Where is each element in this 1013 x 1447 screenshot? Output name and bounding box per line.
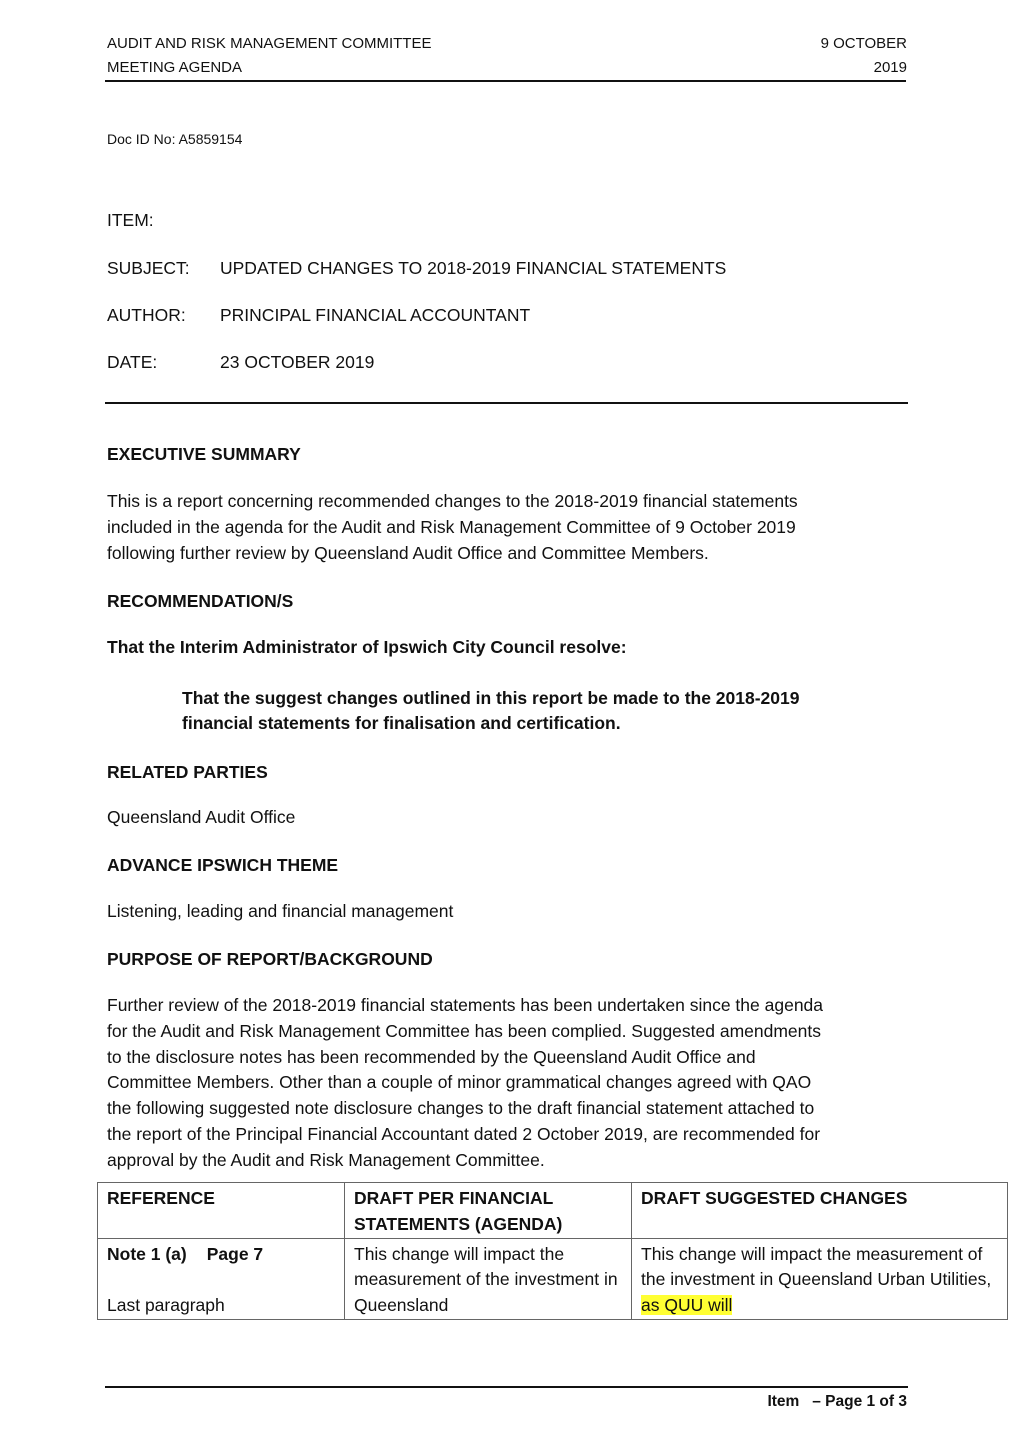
- table-header-row: [98, 1183, 1008, 1239]
- recommendation-line-1: That the suggest changes outlined in this report be made to the 2018-2019: [182, 688, 800, 708]
- subject-value: UPDATED CHANGES TO 2018-2019 FINANCIAL STATEMENTS: [220, 258, 727, 278]
- related-parties-heading: RELATED PARTIES: [107, 762, 268, 782]
- theme-text: Listening, leading and financial management: [107, 901, 454, 921]
- header-date-line1: 9 OCTOBER: [820, 35, 907, 52]
- exec-summary-line-3: following further review by Queensland Audit Office and Committee Members.: [107, 543, 709, 563]
- reference-note-line: [107, 1242, 335, 1268]
- footer-rule: [105, 1386, 908, 1388]
- exec-summary-line-2: included in the agenda for the Audit and Risk Management Committee of 9 October 2019: [107, 517, 796, 537]
- header-agenda-label: MEETING AGENDA: [107, 59, 243, 76]
- exec-summary-heading: EXECUTIVE SUMMARY: [107, 444, 301, 464]
- doc-id: Doc ID No: A5859154: [107, 131, 243, 147]
- purpose-line: approval by the Audit and Risk Management Committee.: [107, 1149, 545, 1170]
- purpose-line: for the Audit and Risk Management Committee has been complied. Suggested amendments: [107, 1020, 822, 1041]
- reference-note: Note 1 (a): [107, 1243, 187, 1264]
- meta-rule: [105, 402, 908, 404]
- draft-cell: This change will impact the measurement of the investment in Queensland: [345, 1238, 632, 1319]
- author-label: AUTHOR:: [107, 305, 186, 325]
- header-rule: [105, 80, 906, 82]
- header-committee-title: AUDIT AND RISK MANAGEMENT COMMITTEE: [107, 35, 432, 52]
- purpose-line: the report of the Principal Financial Accountant dated 2 October 2019, are recommended for: [107, 1123, 821, 1144]
- reference-page: Page 7: [206, 1243, 264, 1264]
- purpose-line: the following suggested note disclosure changes to the draft financial statement attached to: [107, 1098, 815, 1119]
- reference-paragraph: Last paragraph: [107, 1295, 225, 1316]
- item-label: ITEM:: [107, 210, 154, 230]
- theme-heading: ADVANCE IPSWICH THEME: [107, 855, 339, 875]
- purpose-heading: PURPOSE OF REPORT/BACKGROUND: [107, 949, 433, 969]
- purpose-line: Committee Members. Other than a couple of minor grammatical changes agreed with QAO: [107, 1072, 812, 1093]
- date-value: 23 OCTOBER 2019: [220, 352, 375, 372]
- exec-summary-line-1: This is a report concerning recommended changes to the 2018-2019 financial statements: [107, 491, 798, 511]
- recommendation-line-2: financial statements for finalisation and certification.: [182, 713, 621, 733]
- suggested-cell: [632, 1238, 1008, 1319]
- col-header-draft: DRAFT PER FINANCIAL STATEMENTS (AGENDA): [345, 1183, 632, 1239]
- suggested-highlight: as QUU will: [641, 1295, 733, 1316]
- purpose-paragraph: [107, 993, 823, 1174]
- date-label: DATE:: [107, 352, 158, 372]
- changes-table: [97, 1182, 1008, 1320]
- table-row: [98, 1238, 1008, 1319]
- header-date-line2: 2019: [873, 59, 907, 76]
- related-parties-text: Queensland Audit Office: [107, 807, 296, 827]
- purpose-line: Further review of the 2018-2019 financial statements has been undertaken since the agenda: [107, 995, 824, 1015]
- recommendation-heading: RECOMMENDATION/S: [107, 591, 294, 611]
- col-header-reference: REFERENCE: [98, 1183, 345, 1239]
- recommendation-intro: That the Interim Administrator of Ipswich City Council resolve:: [107, 637, 627, 657]
- suggested-text: This change will impact the measurement of the investment in Queensland Urban Utilities,: [641, 1243, 992, 1290]
- reference-cell: [98, 1238, 345, 1319]
- col-header-suggested: DRAFT SUGGESTED CHANGES: [632, 1183, 1008, 1239]
- purpose-line: to the disclosure notes has been recommended by the Queensland Audit Office and: [107, 1046, 756, 1067]
- footer-page-number: Item – Page 1 of 3: [767, 1393, 907, 1410]
- author-value: PRINCIPAL FINANCIAL ACCOUNTANT: [220, 305, 531, 325]
- subject-label: SUBJECT:: [107, 258, 190, 278]
